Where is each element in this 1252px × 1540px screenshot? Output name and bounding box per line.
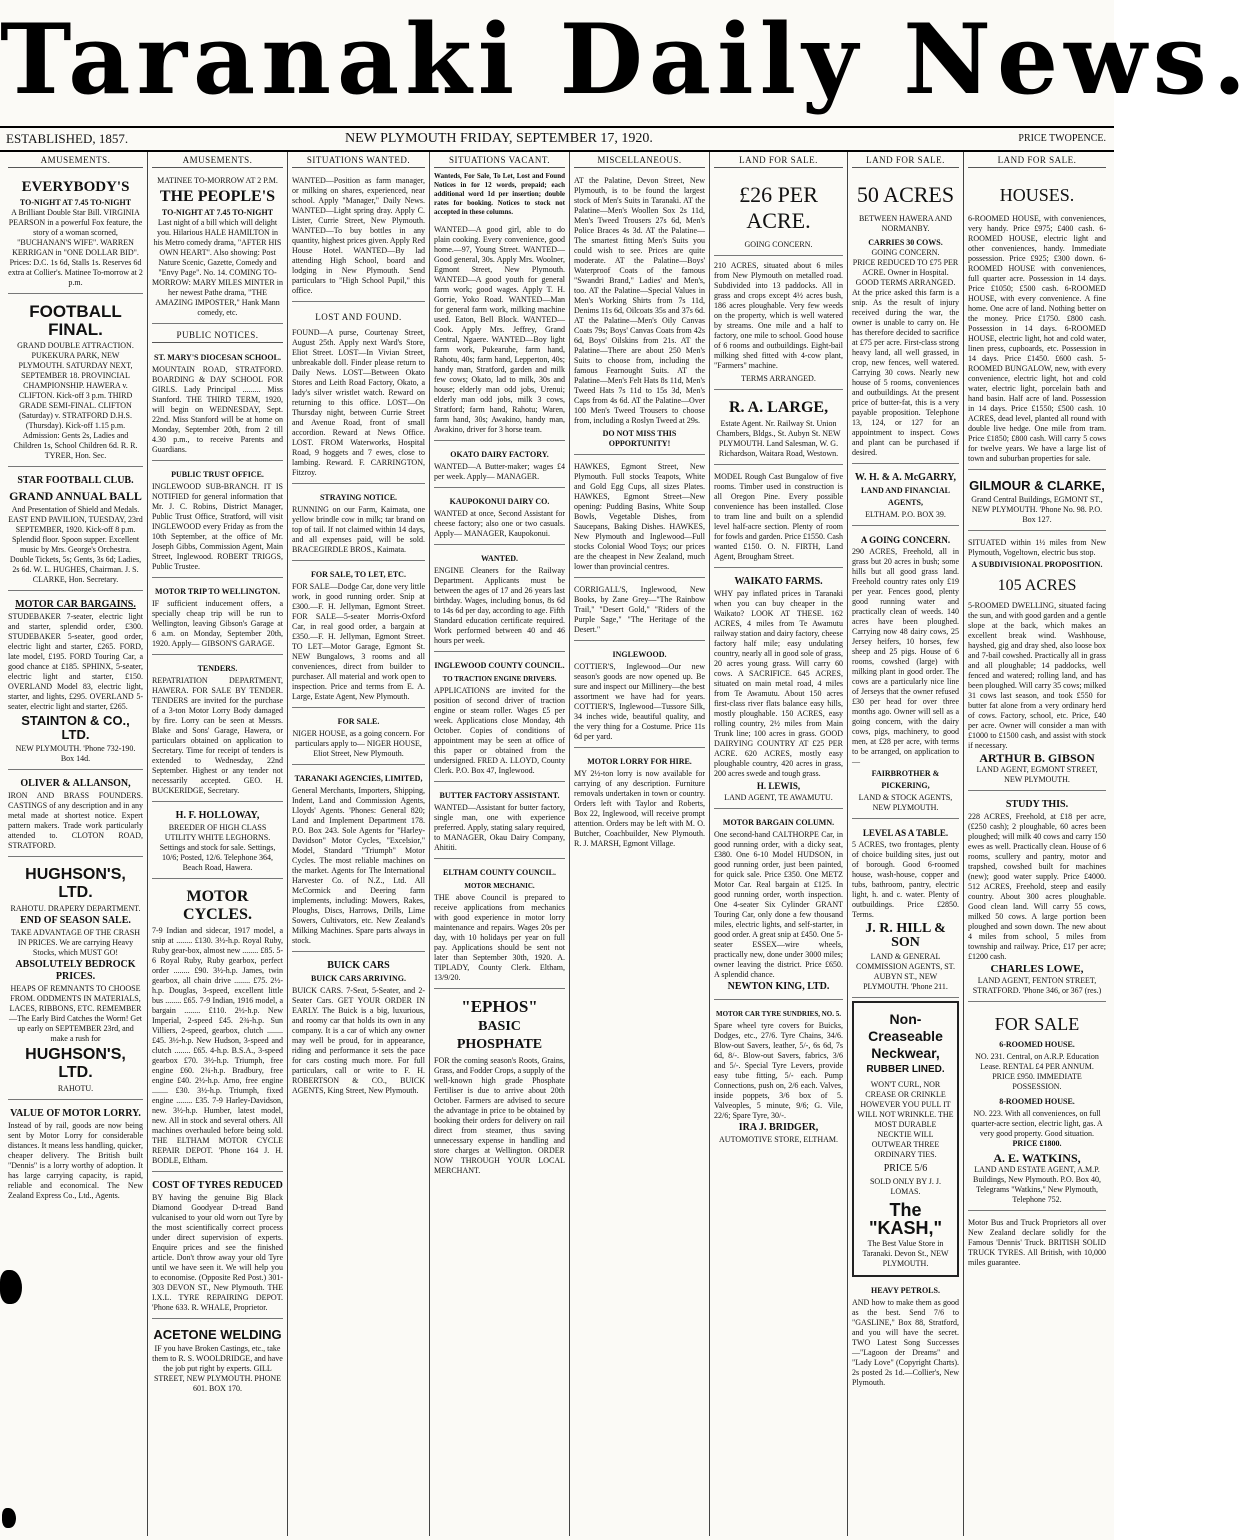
section-heading: PUBLIC NOTICES. [152, 327, 283, 343]
ad-body: APPLICATIONS are invited for the position of second driver of traction engine or steam roller. Wages £5 per week. Applications close Monday, 4th October. Copies of conditions of appointment may be seen at office of this paper or obtained from the undersigned. FRED A. LLOYD, County Clerk. P.O. Box 47, Inglewood. [434, 686, 565, 775]
inglewood-ads [574, 644, 705, 748]
lorry-hire-ad [574, 751, 705, 854]
football-ad [8, 297, 143, 467]
ad-body: BREEDER OF HIGH CLASS UTILITY WHITE LEGHORNS. Settings and stock for sale. Settings, 10/6; Posted, 12/6. Telephone 364, Beach Road, Hawera. [159, 823, 276, 872]
ad-subtitle: RUBBER LINED. [866, 1064, 945, 1075]
ad-title: LEVEL AS A TABLE. [862, 828, 949, 838]
ad-title: FOOTBALL FINAL. [29, 302, 122, 339]
column-8 [964, 152, 1110, 1536]
ad-title: STAR FOOTBALL CLUB. [17, 475, 134, 486]
ad-title: HUGHSON'S, LTD. [25, 866, 126, 901]
established-label: ESTABLISHED, 1857. [6, 131, 129, 146]
okato-dairy-ad [434, 444, 565, 488]
notice-body: INGLEWOOD SUB-BRANCH. IT IS NOTIFIED for general information that Mr. J. C. Robins, District Manager, Public Trust Office, Stratford, will visit INGLEWOOD every Friday as from the 10th September, at the office of Mr. Joseph Gibbs, Commission Agent, Main Street, Inglewood. ROBERT TRIGGS, Public Trustee. [152, 482, 283, 571]
ad-title: EVERYBODY'S [21, 179, 130, 195]
going-concern-ad [852, 529, 959, 819]
situations-wanted-list [292, 172, 425, 302]
ad-title: GILMOUR & CLARKE, [969, 478, 1105, 493]
ad-intro: SITUATED within 1½ miles from New Plymouth, Vogeltown, electric bus stop. [968, 538, 1106, 557]
ad-body: MODEL Rough Cast Bungalow of five rooms. Timber used in construction is all Oregon Pine. Every possible convenience has been installed. Close to tram line and built on a splendid level half-acre section. Plenty of room for fowls and garden. Price £1550. Cash wanted £150. O. N. FIRTH, Land Agent, Brougham Street. [714, 472, 843, 561]
ad-body: HEAPS OF REMNANTS TO CHOOSE FROM. ODDMENTS IN MATERIALS, LACES, RIBBONS, ETC. REMEMBER—The Early Bird Catches the Worm! Get up early on SEPTEMBER 23rd, and make a rush for [9, 984, 142, 1043]
column-7 [848, 152, 964, 1536]
notice-body: REPATRIATION DEPARTMENT, HAWERA. FOR SALE BY TENDER. TENDERS are invited for the purchase of a 3-ton Motor Lorry Body damaged by fire. Lorry can be seen at Messrs. Blake and Sons' Garage, Hawera, or particulars obtained on application to Secretary. Time for receipt of tenders is extended to Wednesday, 22nd September. Highest or any tender not necessarily accepted. GEO. H. BUCKERIDGE, Secretary. [152, 676, 283, 795]
ad-slogan: DO NOT MISS THIS OPPORTUNITY! [602, 429, 677, 448]
classified-body: HAWKES, Egmont Street, New Plymouth. Full stocks Teapots, White and Gold Egg Cups, all sizes Plates. HAWKES, Egmont Street—New opening: Pudding Basins, White Soup Bowls, Vegetable Dishes, from Saucepans, Baking Dishes. HAWKES, New Plymouth and Inglewood—Full stocks Colonial Wood Toys; our prices are the cheapest in New Zealand, much lower than provincial centres. [574, 462, 705, 571]
ad-subtitle: GOING CONCERN. [871, 248, 940, 257]
ad-title: THE PEOPLE'S [159, 188, 276, 205]
ad-body: STUDEBAKER 7-seater, electric light and starter, splendid order, £300. STUDEBAKER 5-seater, good order, electric light and starter, £265. FORD, late model, £195. FORD Touring Car, a good chance at £185. SPHINX, 5-seater, electric light and starter, £150. OVERLAND Model 83, electric light, starter, and lights, £295. OVERLAND 5-seater, electric light and starter, £265. [8, 612, 143, 711]
ad-body: PUKEKURA PARK, NEW PLYMOUTH. SATURDAY NEXT, SEPTEMBER 18. PROVINCIAL CHAMPIONSHIP. HAWERA v. CLIFTON. Kick-off 3 p.m. THIRD GRADE SEMI-FINAL. CLIFTON (Saturday) v. STRATFORD D.H.S. (Thursday). Kick-off 1.15 p.m. Admission: Gents 2s, Ladies and Children 1s, School Children 6d. R. R. TYRER, Hon. Sec. [13, 351, 138, 460]
ad-body: General Merchants, Importers, Shipping, Indent, Land and Commission Agents, Lloyds' Agents. 'Phones: General 820; Land and Implement Department 178. P.O. Box 243. Sole Agents for "Harley-Davidson" Motor Cycles, "Excelsior," Model, Standard "Triumph" Motor Cycles. The most reliable machines on the market. Agents for The International Harvester Co. of N.Z., Ltd. All McCormick and Deering farm implements, including: Mowers, Rakes, Ploughs, Discs, Harrows, Drills, Lime Sowers, Cultivators, etc. New Zealand's Milking Machines. Spare parts always in stock. [292, 786, 425, 945]
motor-car-bargains-ad [8, 594, 143, 770]
classified-body: FOR SALE—Dodge Car, done very little work, in good running order. Snip at £300.—F. H. Jellyman, Egmont Street. FOR SALE—5-seater Morris-Oxford Car, in real good order, a bargain at £350.—F. H. Jellyman, Egmont Street. TO LET—Motor Garage, Egmont St. NEW Bungalows, 3 rooms and all conveniences, direct from builder to purchaser. All material and work open to inspection. Price and terms from E. A. Large, Estate Agent, New Plymouth. [292, 582, 425, 701]
ad-title: 6-ROOMED HOUSE. [999, 1040, 1075, 1049]
ad-advertiser: A. E. WATKINS, [993, 1151, 1081, 1165]
ad-subtitle: TO TRACTION ENGINE DRIVERS. [442, 675, 557, 683]
ad-price: PRICE 5/6 [883, 1163, 928, 1174]
ad-title: INGLEWOOD COUNTY COUNCIL. [434, 661, 565, 670]
ad-title: WAIKATO FARMS. [734, 576, 823, 587]
heavy-petrols-ad [852, 1280, 959, 1393]
classified-body: COTTIER'S, Inglewood—Our new season's goods are now opened up. Be sure and inspect our Millinery—the best assortment we have had for years. COTTIER'S, Inglewood—Tussore Silk, 34 inches wide, beautiful quality, and the very thing for a Costume. Price 11s 6d per yard. [574, 662, 705, 741]
tyre-sundries-ad [714, 1003, 843, 1150]
ad-contact: ELTHAM. P.O. BOX 39. [865, 510, 946, 519]
oliver-allanson-ad [8, 773, 143, 857]
ad-title: "EPHOS" [461, 997, 538, 1016]
motor-trip-notice [152, 581, 283, 655]
ad-advertiser: IRA J. BRIDGER, [738, 1122, 819, 1133]
ad-title: COST OF TYRES REDUCED [152, 1180, 283, 1191]
ad-title: KAUPOKONUI DAIRY CO. [449, 497, 550, 506]
notice-body: MOUNTAIN ROAD, STRATFORD. BOARDING & DAY SCHOOL FOR GIRLS. Lady Principal ......... Miss Stanford. THE THIRD TERM, 1920, will begin on WEDNESDAY, Sept. 22nd. Miss Stanford will be at home on Monday, September 20th, from 2 till 4.30 p.m., to receive Parents and Guardians. [152, 365, 283, 454]
notice-title: STRAYING NOTICE. [319, 493, 398, 502]
ad-body: BY having the genuine Big Black Diamond Goodyear D-tread Band vulcanised to your old worn out Tyre by the most scientifically correct process under direct supervision of experts. Enquire prices and see the finished article. Don't throw away your old Tyre until we have seen it. We will help you to economise. (Opposite Red Post.) 301-303 DEVON ST., New Plymouth. THE I.X.L. TYRE REPAIRING DEPOT. 'Phone 633. R. WHALE, Proprietor. [152, 1193, 283, 1312]
ad-subtitle: BETWEEN HAWERA AND NORMANBY. [858, 214, 953, 233]
column-6 [710, 152, 848, 1536]
star-football-ad [8, 470, 143, 591]
tenders-notice [152, 658, 283, 802]
ad-title: MOTOR LORRY FOR HIRE. [587, 757, 692, 766]
ad-title: R. A. LARGE, [728, 399, 829, 416]
ad-title: BUICK CARS [327, 960, 390, 971]
section-heading: AMUSEMENTS. [152, 152, 283, 168]
ad-title: HUGHSON'S, LTD. [25, 1046, 126, 1081]
ad-body: WANTED at once, Second Assistant for cheese factory; also one or two casuals. Apply— MANAGER, Kaupokonui. [434, 509, 565, 538]
classified-body: WANTED—Position as farm manager, or milking on shares, experienced, near school. Apply "Manager," Daily News. WANTED—Light spring dray. Apply C. Lister, Currie Street, New Plymouth. WANTED—To buy bottles in any quantity, highest prices given. Apply Red House Hotel. WANTED—By lad attending High School, board and lodging in New Plymouth. Send particulars to "High School Pupil," this office. [292, 176, 425, 295]
gilmour-clarke-ad [968, 473, 1106, 531]
ad-advertiser: H. LEWIS, [756, 781, 801, 791]
taranaki-agencies-ad [292, 768, 425, 952]
ad-heading: END OF SEASON SALE. [20, 915, 131, 926]
ad-title: HEAVY PETROLS. [871, 1286, 940, 1295]
ad-subtitle: LAND AND FINANCIAL AGENTS, [861, 486, 950, 507]
section-heading: SITUATIONS VACANT. [434, 152, 565, 168]
per-acre-ad [714, 172, 843, 390]
level-table-ad [852, 822, 959, 998]
ephos-phosphate-ad [434, 992, 565, 1181]
ad-advertiser: NEWTON KING, LTD. [727, 981, 830, 992]
section-heading: SITUATIONS WANTED. [292, 152, 425, 168]
ad-contact: LAND AGENT, TE AWAMUTU. [724, 793, 833, 802]
study-this-ad [968, 794, 1106, 1002]
notice-title: TENDERS. [197, 664, 238, 673]
section-heading: AMUSEMENTS. [8, 152, 143, 168]
ad-body: 210 ACRES, situated about 6 miles from New Plymouth on metalled road. Subdivided into 13 paddocks. All in grass and crops except 4½ acres bush, 186 acres ploughable. Very few weeds on the property, which is well watered by streams. One mile and a half to factory, one mile to school. Good house of 6 rooms and outbuildings. Eight-bail milking shed fitted with 4-cow plant, "Farmers" machine. [714, 261, 843, 370]
ad-body: A Brilliant Double Star Bill. VIRGINIA PEARSON in a powerful Fox feature, the story of a woman scorned, "BUCHANAN'S WIFE". WARREN KERRIGAN in "ONE DOLLAR BID". Prices: D.C. 1s 6d, Stalls 1s. Reserves 6d extra at Collier's. Matinee To-morrow at 2 p.m. [8, 208, 143, 287]
classified-body: CORRIGALL'S, Inglewood, New Books, by Zane Grey—"The Rainbow Trail," "Desert Gold," "Riders of the Purple Sage," "The Heritage of the Desert." [574, 585, 705, 634]
price-label: PRICE TWOPENCE. [1018, 133, 1106, 144]
ad-advertiser: ARTHUR B. GIBSON [979, 751, 1095, 765]
ad-body: Motor Bus and Truck Proprietors all over New Zealand declare solidly for the Famous 'Dennis' Truck. BRITISH SOLID TRUCK TYRES. All British, with 10,000 miles guarantee. [968, 1218, 1106, 1267]
ad-body: WHY pay inflated prices in Taranaki when you can buy cheaper in the Waikato? LOOK AT THESE. 162 ACRES, 4 miles from Te Awamutu railway station and dairy factory, cheese factory half mile; easy undulating country, nearly all in good sole of grass, 20 acres young grass. Will carry 60 cows. A SACRIFICE. 645 ACRES, situated on main metal road, 4 miles from Te Awamutu. About 150 acres first-class river flats balance easy hills, mostly ploughable. 150 ACRES, easy rolling country, 2½ miles from Main Trunk line; 100 acres in grass. GOOD DAIRYING COUNTRY AT £25 PER ACRE. 620 ACRES, mostly easy ploughable country, 420 acres in grass, 200 acres swede and tough grass. [714, 589, 843, 778]
buick-ad [292, 955, 425, 1101]
column-5 [570, 152, 710, 1536]
column-1 [4, 152, 148, 1536]
paper-damage-mark [2, 1508, 16, 1528]
ad-title: STUDY THIS. [1005, 799, 1069, 810]
ad-title: Non-Creaseable Neckwear, [868, 1011, 943, 1061]
notice-title: MOTOR TRIP TO WELLINGTON. [155, 587, 280, 596]
kaupokonui-dairy-ad [434, 491, 565, 545]
issue-date: NEW PLYMOUTH FRIDAY, SEPTEMBER 17, 1920. [345, 131, 653, 146]
ad-subtitle: A SUBDIVISIONAL PROPOSITION. [971, 560, 1103, 569]
ad-subtitle: MATINEE TO-MORROW AT 2 P.M. [157, 176, 278, 185]
ad-title: VALUE OF MOTOR LORRY. [10, 1108, 141, 1119]
ad-title: A GOING CONCERN. [860, 535, 951, 545]
ad-title: ACETONE WELDING [153, 1327, 282, 1342]
acetone-welding-ad [152, 1322, 283, 1399]
ra-large-ad [714, 393, 843, 465]
everybodys-ad [8, 172, 143, 294]
straying-notice [292, 487, 425, 561]
mcgarry-ad [852, 467, 959, 526]
ad-body: TAKE ADVANTAGE OF THE CRASH IN PRICES. We are carrying Heavy Stocks, which MUST GO! [10, 928, 141, 957]
ad-contact: NEW PLYMOUTH. 'Phone 732-190. Box 14d. [15, 744, 136, 763]
ad-body: One second-hand CALTHORPE Car, in good running order, with a dicky seat, £380. One 6-10 Model HUDSON, in good running order, just been painted, for quick sale. Price £350. One METZ Motor Car. Real bargain at £125. In good running order, worth inspection. One 4-seater Six Cylinder GRANT Touring Car, only done a few thousand miles, electric lights, and self-starter, in good order. A great snip at £450. One 5-seater ESSEX—wire wheels, practically new, done under 3000 miles; owner leaving the district. Price £650. A splendid chance. [714, 830, 843, 979]
ad-advertiser: J. R. HILL & SON [865, 921, 946, 950]
houses-ad [968, 172, 1106, 470]
waikato-farms-ad [714, 571, 843, 809]
ad-title: MOTOR CYCLES. [183, 888, 252, 923]
ad-feature: CARRIES 30 COWS. [868, 238, 943, 247]
notice-title: PUBLIC TRUST OFFICE. [171, 470, 264, 479]
peoples-theatre-ad [152, 172, 283, 324]
ad-subtitle: GRAND DOUBLE ATTRACTION. [17, 341, 134, 350]
ad-title: W. H. & A. McGARRY, [854, 472, 957, 483]
ad-subtitle: GRAND ANNUAL BALL [9, 489, 142, 503]
column-2 [148, 152, 288, 1536]
ad-body: WANTED—A Butter-maker; wages £4 per week. Apply— MANAGER. [434, 462, 565, 481]
notice-body: IF sufficient inducement offers, a specially cheap trip will be run to Wellington, leaving Gibson's Garage at 6 a.m. on Monday, September 20th, 1920. Apply— GIBSON'S GARAGE. [152, 599, 283, 648]
column-4 [430, 152, 570, 1536]
ad-title: MOTOR CAR BARGAINS. [15, 599, 136, 610]
corrigalls-ad [574, 581, 705, 641]
ad-body: ENGINE Cleaners for the Railway Department. Applicants must be between the ages of 17 and 26 years last birthday. Wages, including bonus, 8s 6d to 14s 6d per day, according to age. Fifth Standard education certificate required. Work performed between 40 and 46 hours per week. [434, 566, 566, 645]
ad-body: THE above Council is prepared to receive applications from mechanics with good experience in motor lorry maintenance and repairs. Wages 20s per day, with 10 holidays per year on full pay. Applications should be sent not later than September 30th, 1920. A. TIPLADY, County Clerk. Eltham, 13/9/20. [434, 893, 565, 982]
ad-headline: FOR SALE [994, 1014, 1080, 1034]
ad-body: 7-9 Indian and sidecar, 1917 model, a snip at ........ £130. 3½-h.p. Royal Ruby, Ruby gear-box, almost new ........ £85. 5-6 Royal Ruby, Ruby gearbox, perfect order ........ £90. 3½-h.p. James, twin gearbox, all chain drive ........ £75. 2½-h.p. Douglas, 3-speed, excellent little bus ........ £65. 7-9 Indian, 1916 model, a bargain ........ £110. 2½-h.p. New Imperial, 2-speed £45. 2¾-h.p. Sun Villiers, 2-speed, gearbox, clutch ........ £45. 3½-h.p. New Hudson, 3-speed and clutch ........ £65. 4-h.p. B.S.A., 3-speed gearbox £70. 3½-h.p. Triumph, free engine £60. 2¾-h.p. Bradbury, free engine £40. 2½-h.p. Arno, free engine ........ £30. 3½-h.p. Triumph, fixed engine ........ £35. 7-9 Harley-Davidson, new. 3½-h.p. Humber, latest model, new. All in stock and several others. All machines overhauled before being sold. THE ELTHAM MOTOR CYCLE REPAIR DEPOT. 'Phone 164 J. H. BODLE, Eltham. [152, 926, 283, 1165]
notice-body: RUNNING on our Farm, Kaimata, one yellow brindle cow in milk; tar brand on top of tail. If not claimed within 14 days, and all expenses paid, will be sold. BRACEGIRDLE BROS., Kaimata. [292, 505, 425, 554]
ad-headline: 50 ACRES [856, 182, 955, 207]
ad-title: OKATO DAIRY FACTORY. [450, 450, 549, 459]
ad-title: MOTOR CAR TYRE SUNDRIES, NO. 5. [716, 1010, 841, 1018]
ad-title: H. F. HOLLOWAY, [175, 810, 260, 821]
ad-body: IF you have Broken Castings, etc., take them to R. S. WOOLDRIDGE, and have the job put right by experts. GILL STREET, NEW PLYMOUTH. PHONE 601. BOX 170. [152, 1344, 283, 1393]
motor-cycles-ad [152, 882, 283, 1172]
ad-headline: HOUSES. [999, 185, 1075, 205]
situations-vacant-list [434, 221, 565, 441]
ad-body: NO. 223. With all conveniences, on full quarter-acre section, electric light, gas. A very good property. Good situation. [971, 1109, 1103, 1138]
ad-title: ELTHAM COUNTY COUNCIL. [443, 868, 556, 877]
section-heading: LOST AND FOUND. [315, 312, 402, 322]
inglewood-council-ad [434, 655, 565, 782]
ad-body: 5 ACRES, two frontages, plenty of choice building sites, just out of borough. Good 6-roomed house, wash-house, copper and tubs, bathroom, pantry, electric light, h. and c. water. Plenty of outbuildings. Price £2850. Terms. [852, 840, 959, 919]
ad-advertiser: CHARLES LOWE, [990, 963, 1084, 975]
ad-body: 6-ROOMED HOUSE, with conveniences, very handy. Price £975; £400 cash. 6-ROOMED HOUSE, electric light and other conveniences, handy. Immediate possession. Price £925; £300 down. 6-ROOMED HOUSE with conveniences, full quarter acre. Possession in 14 days. Price £1050; £500 cash. 6-ROOMED HOUSE, with every convenience. A fine home. One acre of land. Nothing better on the money. Price £1750. £800 cash. Possession in 14 days. 6-ROOMED HOUSE, electric light, hot and cold water, linen press, cupboards, etc. Possession in 14 days. Price £1450. £600 cash. 5-ROOMED BUNGALOW, new, with every convenience, electric light, hot and cold water, electric light, porcelain bath and hand basin. Half acre of land. Possession in 14 days. Price £1550; £500 cash. 10 ACRES, dead level, planted all round with double live hedge. One mile from tram. Price £1850; £800 cash. Will carry 5 cows for twelve years. We have a large list of town and suburban properties for sale. [968, 214, 1106, 463]
ad-body: NIGER HOUSE, as a going concern. For particulars apply to— NIGER HOUSE, Eliot Street, New Plymouth. [292, 729, 425, 758]
ad-heading: ABSOLUTELY BEDROCK PRICES. [15, 959, 136, 982]
classified-body: AT the Palatine, Devon Street, New Plymouth, is to be found the largest stock of Men's Suits in Taranaki. AT the Palatine—Men's Woollen Sox 2s 11d, Men's Tweed Trousers 27s 6d, Men's Police Braces 4s 3d. AT the Palatine—The smartest fitting Men's Suits you could wish to see. Prices are quite moderate. AT the Palatine—Boys' Waterproof Coats of the famous "Swandri Brand," Ladies' and Men's, too. AT the Palatine—Special Values in Men's Working Shirts from 7s 11d, Denims 11s 6d, Oilcoats 35s and 37s 6d. AT the Palatine—Men's Oily Canvas Coats 79s; Boys' Canvas Coats from 42s 6d, Boys' Oilskins from 21s. AT the Palatine—There are about 250 Men's Suits to choose from, including the famous Fearnought Suits. AT the Palatine—Men's Felt Hats 8s 11d, Men's Tweed Hats 7s 11d to 15s 3d, Men's Caps from 4s 6d. AT the Palatine—Over 100 Men's Tweed Trousers to choose from, including a Roslyn Tweed at 29s. [574, 176, 705, 425]
ad-body: NO. 231. Central, on A.R.P. Education Lease. RENTAL £4 PER ANNUM. PRICE £950. IMMEDIATE POSSESSION. [975, 1052, 1099, 1091]
ad-title: WANTED. [480, 554, 519, 563]
railway-wanted-ad [434, 548, 565, 652]
lost-and-found [292, 305, 425, 484]
ad-title: TARANAKI AGENCIES, LIMITED, [294, 774, 423, 783]
ad-title: FOR SALE. [337, 717, 380, 726]
ad-body: BUICK CARS. 7-Seat, 5-Seater, and 2-Seater Cars. GET YOUR ORDER IN EARLY. The Buick is a big, luxurious, and roomy car that holds its own in any company. It is a car of which any owner may well be proud, for in appearance, riding and performance it sets the pace for cars costing much more. For full particulars, call or write to F. H. ROBERTSON & CO., BUICK AGENTS, King Street, New Plymouth. [292, 986, 425, 1095]
classified-body: FOUND—A purse, Courtenay Street, August 25th. Apply next Ward's Store, Eliot Street. LOST—In Vivian Street, unbreakable doll. Finder please return to Daily News. LOST—Between Okato Stores and Leith Road Factory, Okato, a lady's silver wristlet watch. Reward on returning to this office. LOST—On Thursday night, between Currie Street and Avenue Road, front of small accordion. Reward at News Office. LOST. FROM Waterworks, Hospital Road, 9 hoggets and 7 ewes, close to lambing. Reward. F. CARRINGTON, Fitzroy. [292, 328, 425, 477]
section-heading: INGLEWOOD. [612, 650, 667, 659]
ad-title: MOTOR BARGAIN COLUMN. [722, 818, 835, 827]
paper-damage-mark [0, 1270, 22, 1304]
bungalow-ad [714, 468, 843, 568]
ad-body: Last night of a bill which will delight you. Hilarious HALE HAMILTON in his Metro comedy drama, "AFTER HIS OWN HEART". Also showing: Post Nature Scenic, Gazette, Comedy and "Envy Page". No. 14. COMING TO-MORROW: MARY MILES MINTER in her newest Pathe drama, "THE AMAZING IMPOSTER," Hank Mann comedy, etc. [152, 218, 283, 317]
st-marys-school-notice [152, 347, 283, 461]
hughsons-ad [8, 860, 143, 1100]
ad-contact: LAND & STOCK AGENTS, NEW PLYMOUTH. [858, 793, 953, 812]
dateline-bar [0, 126, 1114, 152]
tyres-ad [152, 1175, 283, 1319]
ad-subtitle: BUICK CARS ARRIVING. [311, 974, 406, 983]
ad-body: WANTED—Assistant for butter factory, single man, one with experience preferred. Apply, stating salary required, to MANAGER, Okau Dairy Company, Ahititi. [434, 803, 565, 852]
column-3 [288, 152, 430, 1536]
motor-bargain-ad [714, 812, 843, 1000]
notice-title: ST. MARY'S DIOCESAN SCHOOL. [154, 353, 281, 362]
ad-contact: The Best Value Store in Taranaki. Devon St., NEW PLYMOUTH. [862, 1239, 949, 1268]
trucks-ad [968, 1214, 1106, 1273]
ad-body: Instead of by rail, goods are now being sent by Motor Lorry for considerable distances. It means less handling, quicker, cheaper delivery. The British built "Dennis" is a lorry worthy of adoption. It has large carrying capacity, is rapid, reliable and economical. The New Zealand Express Co., Ltd., Agents. [8, 1121, 143, 1200]
ad-price: PRICE £1800. [1012, 1139, 1062, 1148]
motor-lorry-ad [8, 1103, 143, 1206]
ad-contact: AUTOMOTIVE STORE, ELTHAM. [719, 1135, 838, 1144]
ad-advertiser: STAINTON & CO., LTD. [21, 713, 130, 742]
ad-terms: GOOD TERMS ARRANGED. [855, 278, 956, 287]
ad-body: 290 ACRES, Freehold, all in grass but 20 acres in bush; some hills but all good grass land. Freehold country rates only £19 per year. Fences good, plenty good running water and practically clean of weeds. 140 acres have been ploughed. Carrying now 48 dairy cows, 25 Jersey heifers, 10 horses, few sheep and 25 pigs. House of 6 rooms, cowshed (large) with milking plant in good order. The cows are a particularly nice line of Jerseys that the owner refused £30 per head for over three months ago. Owner will sell as a going concern, with the dairy cows, pigs, machinery, to good men, at £28 per acre, with terms to be arranged, on application to— [852, 547, 959, 766]
public-trust-notice [152, 464, 283, 578]
ad-subtitle: TO-NIGHT AT 7.45 TO-NIGHT [19, 198, 132, 207]
ad-body: At the price asked this farm is a snip. As the result of injury received during the war, the owner is unable to carry on. He has therefore decided to sacrifice at £75 per acre. First-class strong heavy land, all well grassed, in crop, new fences, well watered. Carrying 30 cows. Nearly new house of 5 rooms, conveniences and outbuildings. At the present price of butter-fat, this is a very payable proposition. Telephone 13, 124, or 127 for an appointment to inspect. Cows and plant can be purchased if desired. [852, 288, 959, 457]
ad-subtitle: MOTOR MECHANIC. [464, 882, 535, 890]
classified-body: WANTED—A good girl, able to do plain cooking. Every convenience, good home.—97, Young Street. WANTED—Good general, 30s. Apply Mrs. Woolner, Egmont Street, New Plymouth. WANTED—A good youth for general farm work; good wages. Apply T. H. Gorrie, Yoko Road. WANTED—Man for general farm work, milking machine used. Eaton, Bell Block. WANTED—Cook. Apply Mrs. Jeffrey, Grand Central, Ngaere. WANTED—Boy light farm work, Pukearuhe, farm hand, Rahotu, 40s; farm hand, Lepperton, 40s; handy man, Stratford, garden and milk few cows; Okato, lad to milk, 30s and house; elderly man odd jobs, Urenui; elderly man odd jobs, milk 3 cows, Stratford; farm hand, Rahotu; Waren, farm hand, 30s; Awakino, handy man, Awakino, driver for 3 horse team. [434, 225, 565, 434]
ad-body: IRON AND BRASS FOUNDERS. CASTINGS of any description and in any metal made at shortest notice. Expert pattern makers. Trade work particularly attended to. CLOTON ROAD, STRATFORD. [8, 791, 143, 850]
classified-rates: Wanteds, For Sale, To Let, Lost and Found Notices in for 12 words, prepaid; each additional word 1d per insertion; double rates for booking. Notices to stock not accepted in these columns. [434, 172, 565, 216]
ad-body: Estate Agent. Nr. Railway St. Union Chambers, Bldgs., St. Aubyn St. NEW PLYMOUTH. Land Salesman, W. G. Richardson, Waitara Road, Westown. [716, 419, 841, 458]
ad-subtitle: TO-NIGHT AT 7.45 TO-NIGHT [161, 208, 274, 217]
ad-contact: LAND & GENERAL COMMISSION AGENTS, ST. AUBYN ST., NEW PLYMOUTH. 'Phone 211. [856, 952, 955, 991]
ad-body: 5-ROOMED DWELLING, situated facing the sun, and with good garden and a gentle slope at the back, which makes an excellent break wind. Washhouse, hayshed, gig and dray shed, also loose box and 7-bail cowshed. Practically all in grass and all ploughable; 14 paddocks, well fenced and watered; rolling land, and has been ploughed. Will carry 35 cows; milked 31 cows last season, and took £550 for butter fat alone from a very ordinary herd of cows. Factory, school, etc. Price, £40 per acre. Owner will consider a man with £1000 to £1500 cash, and assist with stock if necessary. [968, 601, 1106, 750]
ad-body: And Presentation of Shield and Medals. EAST END PAVILION, TUESDAY, 23rd SEPTEMBER, 1920. Kick-off 8 p.m. Splendid floor. Spoon supper. Excellent music by Mrs. George's Orchestra. Double Tickets, 5s; Gents, 3s 6d; Ladies, 2s 6d. W. L. HUGHES, Chairman. J. S. CLARKE, Hon. Secretary. [8, 505, 143, 584]
section-heading: LAND FOR SALE. [852, 152, 959, 168]
subdivision-ad [968, 534, 1106, 791]
ad-contact: LAND AGENT, FENTON STREET, STRATFORD. 'Phone 346, or 367 (res.) [972, 976, 1102, 995]
ad-title: BUTTER FACTORY ASSISTANT. [439, 791, 560, 800]
section-heading: MISCELLANEOUS. [574, 152, 705, 168]
niger-house-ad [292, 711, 425, 765]
ad-contact: LAND AND ESTATE AGENT, A.M.P. Buildings, New Plymouth. P.O. Box 40, Telegrams "Watkins," New Plymouth, Telephone 752. [972, 1165, 1101, 1204]
ad-seller: SOLD ONLY BY J. J. LOMAS. [869, 1177, 942, 1196]
ad-subtitle: RAHOTU. DRAPERY DEPARTMENT. [10, 904, 141, 913]
newspaper-title: Taranaki Daily News. [0, 3, 1252, 116]
ad-store-name: The "KASH," [868, 1200, 943, 1238]
ad-terms: TERMS ARRANGED. [741, 374, 816, 383]
ad-body: Spare wheel tyre covers for Buicks, Dodges, etc., 27/6. Tyre Chains, 34/6. Blow-out Savers, leather, 5/-, 6s 6d, 7s 6d, 8/-. Blow-out Savers, fabrics, 3/6 and 5/-. Special Tyre Levers, provide easy tube fitting, 5/- each. Pump Connections, push on, 2/6 each. Valves, inside poppets, 3/6 box of 5. Valveoples, 5 minute, 9/6; G. Vile, 22/6; Spare Tyre, 30/-. [714, 1021, 843, 1120]
ad-title: 8-ROOMED HOUSE. [999, 1097, 1075, 1106]
butter-factory-ad [434, 785, 565, 859]
ad-headline: £26 PER ACRE. [739, 182, 818, 233]
fifty-acres-ad [852, 172, 959, 464]
eltham-council-ad [434, 862, 565, 989]
ad-headline: 105 ACRES [997, 577, 1077, 594]
columns [4, 152, 1110, 1536]
neckwear-ad [852, 1001, 959, 1277]
for-sale-to-let [292, 564, 425, 708]
ad-body: FOR the coming season's Roots, Grains, Grass, and Fodder Crops, a supply of the well-known high grade Phosphate Fertiliser is due to arrive about 20th October. Farmers are advised to secure the advantage in price to be obtained by booking their orders for delivery on rail direct from steamer, thus saving unnecessary expense in handling and store charges at Wellington. ORDER NOW THROUGH YOUR LOCAL MERCHANT. [434, 1056, 565, 1175]
ad-subtitle: RAHOTU. [57, 1084, 94, 1093]
ad-body: WON'T CURL, NOR CREASE OR CRINKLE HOWEVER YOU PULL IT WILL NOT WRINKLE. THE MOST DURABLE NECKTIE WILL OUTWEAR THREE ORDINARY TIES. [857, 1080, 954, 1159]
ad-body: AND how to make them as good as the best. Send 7/6 to "GASLINE," Box 88, Stratford, and you will have the secret. TWO Latest Song Successes—"Lagoon der Dreams" and "Lady Love" (Copyright Charts). 2s posted 2s 1d.—Collier's, New Plymouth. [852, 1298, 959, 1387]
ad-price: PRICE REDUCED TO £75 PER ACRE. Owner in Hospital. [852, 258, 959, 277]
holloway-ad [152, 805, 283, 879]
ad-subtitle: BASIC PHOSPHATE [456, 1019, 543, 1052]
palatine-ads [574, 172, 705, 455]
ad-advertiser: FAIRBROTHER & PICKERING, [871, 769, 940, 790]
ad-body: 228 ACRES, Freehold, at £18 per acre, (£250 cash); 2 ploughable, 60 acres been ploughed; will milk 40 cows and carry 150 ewes as well. Practically clean. House of 6 rooms, scullery and pantry, motor and trapshed, cowshed built for machines (new); good water supply. Price £4000. 512 ACRES, Freehold, steep and easily country. About 300 acres ploughable. Good clean land. Will carry 55 cows, milked 50 cows. A large portion been ploughed and sown down. The new about 4 miles from school, 5 miles from township and railway. Price, £17 per acre; £1200 cash. [968, 812, 1106, 961]
ad-contact: LAND AGENT, EGMONT STREET, NEW PLYMOUTH. [976, 765, 1098, 784]
ad-title: OLIVER & ALLANSON, [20, 778, 131, 789]
section-heading: FOR SALE, TO LET, ETC. [311, 570, 406, 579]
ad-subtitle: GOING CONCERN. [744, 240, 813, 249]
ad-body: MY 2½-ton lorry is now available for carrying of any description. Furniture removals undertaken in town or country. Orders left with Taylor and Roberts, Box 22, Inglewood, will receive prompt attention. Orders may be left with M. O. Butcher, Coachbuilder, New Plymouth. R. J. MARSH, Egmont Village. [574, 769, 705, 848]
ad-contact: Grand Central Buildings, EGMONT ST., NEW PLYMOUTH. 'Phone No. 98. P.O. Box 127. [971, 495, 1103, 524]
for-sale-houses-ad [968, 1005, 1106, 1211]
section-heading: LAND FOR SALE. [714, 152, 843, 168]
hawkes-ads [574, 458, 705, 578]
masthead [0, 0, 1252, 126]
section-heading: LAND FOR SALE. [968, 152, 1106, 168]
